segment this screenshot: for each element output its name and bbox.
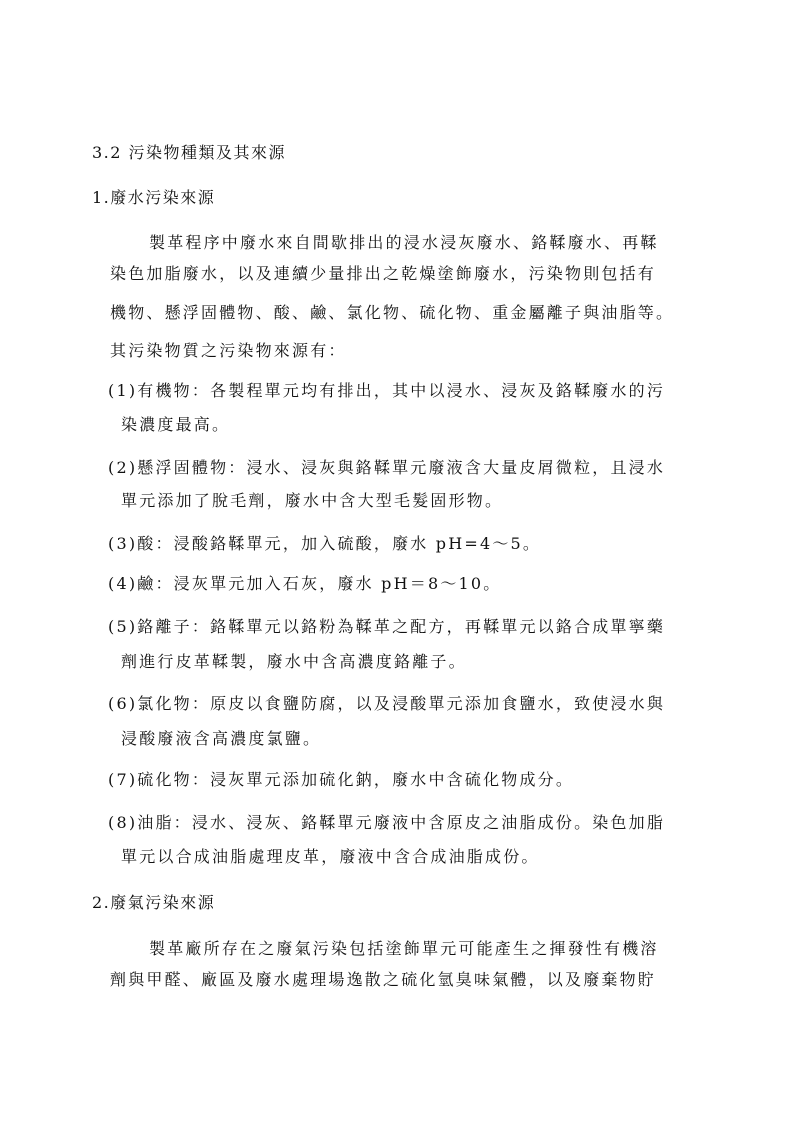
list-item-sulfides: (7)硫化物：浸灰單元添加硫化鈉，廢水中含硫化物成分。: [108, 770, 575, 789]
list-item-acid: (3)酸：浸酸鉻鞣單元，加入硫酸，廢水 pH=4～5。: [108, 534, 542, 553]
list-item-oils-fats: (8)油脂：浸水、浸灰、鉻鞣單元廢液中含原皮之油脂成份。染色加脂: [108, 813, 666, 832]
list-item-chlorides: (6)氯化物：原皮以食鹽防腐，以及浸酸單元添加食鹽水，致使浸水與: [108, 694, 666, 713]
list-item-suspended-solids-cont: 單元添加了脫毛劑，廢水中含大型毛髮固形物。: [121, 491, 504, 510]
exhaust-heading: 2.廢氣污染來源: [92, 893, 216, 912]
wastewater-paragraph-line: 其污染物質之污染物來源有：: [110, 341, 347, 360]
list-item-oils-fats-cont: 單元以合成油脂處理皮革，廢液中含合成油脂成份。: [121, 847, 540, 866]
list-item-chlorides-cont: 浸酸廢液含高濃度氯鹽。: [121, 729, 322, 748]
section-heading: 3.2 污染物種類及其來源: [92, 143, 287, 162]
wastewater-heading: 1.廢水污染來源: [92, 188, 216, 207]
list-item-chromium-ions-cont: 劑進行皮革鞣製，廢水中含高濃度鉻離子。: [121, 652, 467, 671]
list-item-organic-matter-cont: 染濃度最高。: [121, 415, 231, 434]
wastewater-paragraph-line: 製革程序中廢水來自間歇排出的浸水浸灰廢水、鉻鞣廢水、再鞣: [149, 233, 659, 252]
exhaust-paragraph-line: 製革廠所存在之廢氣污染包括塗飾單元可能產生之揮發性有機溶: [149, 939, 659, 958]
list-item-alkali: (4)鹼：浸灰單元加入石灰，廢水 pH＝8～10。: [108, 574, 502, 593]
list-item-chromium-ions: (5)鉻離子：鉻鞣單元以鉻粉為鞣革之配方，再鞣單元以鉻合成單寧藥: [108, 617, 666, 636]
wastewater-paragraph-line: 機物、懸浮固體物、酸、鹼、氯化物、硫化物、重金屬離子與油脂等。: [110, 303, 675, 322]
list-item-suspended-solids: (2)懸浮固體物：浸水、浸灰與鉻鞣單元廢液含大量皮屑微粒，且浸水: [108, 458, 666, 477]
list-item-organic-matter: (1)有機物：各製程單元均有排出，其中以浸水、浸灰及鉻鞣廢水的污: [108, 381, 666, 400]
exhaust-paragraph-line: 劑與甲醛、廠區及廢水處理場逸散之硫化氫臭味氣體，以及廢棄物貯: [110, 970, 657, 989]
wastewater-paragraph-line: 染色加脂廢水，以及連續少量排出之乾燥塗飾廢水，污染物則包括有: [110, 264, 657, 283]
